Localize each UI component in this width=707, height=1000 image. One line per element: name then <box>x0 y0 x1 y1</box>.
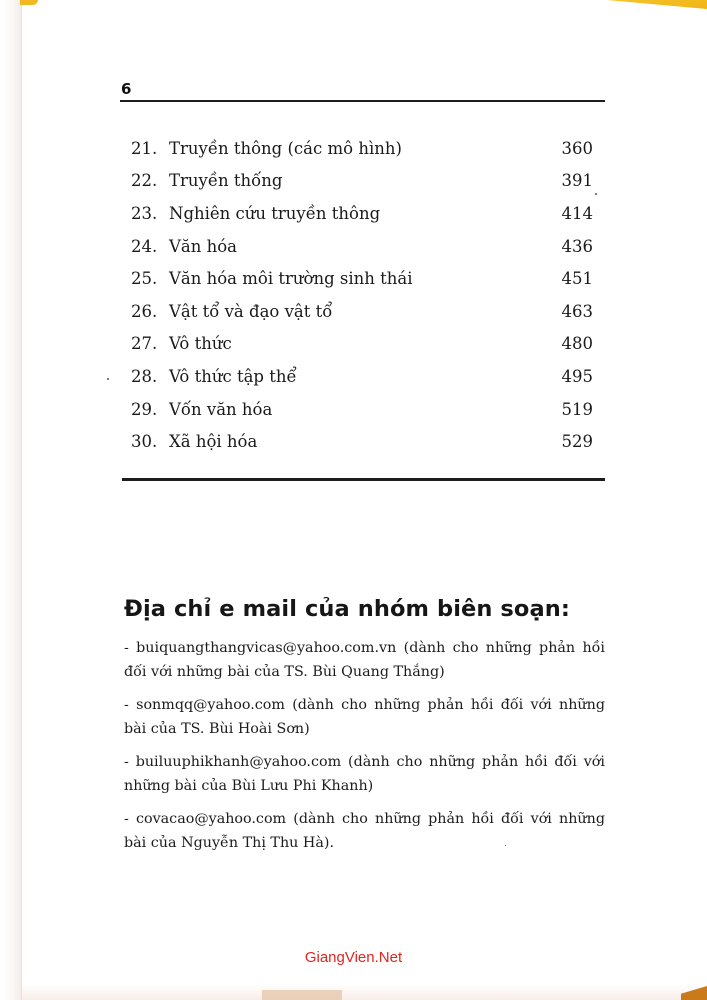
toc-entry-page: 451 <box>561 269 593 289</box>
toc-entry-title: Vô thức <box>169 334 232 354</box>
toc-entry <box>131 425 593 458</box>
scan-speck <box>595 193 597 195</box>
toc-entry <box>131 132 593 165</box>
toc-entry-number: 23. <box>131 203 158 223</box>
toc-entry-title: Truyền thông (các mô hình) <box>169 138 402 158</box>
toc-entry-number: 30. <box>131 432 158 452</box>
contact-item: - sonmqq@yahoo.com (dành cho những phản hồi đối với những bài của TS. Bùi Hoài Sơn) <box>124 697 605 737</box>
toc-entry <box>131 393 593 426</box>
toc-entry-page: 519 <box>561 399 593 419</box>
scan-cover-corner-bottom-right <box>681 986 707 1000</box>
watermark: GiangVien.Net <box>304 949 403 966</box>
scan-bottom-shadow <box>262 990 342 1000</box>
contact-item: - builuuphikhanh@yahoo.com (dành cho những phản hồi đối với những bài của Bùi Lưu Phi Khanh) <box>124 754 605 794</box>
toc-entry-number: 27. <box>131 334 158 354</box>
toc-entry-number: 28. <box>131 366 158 386</box>
toc-entry-title: Vật tổ và đạo vật tổ <box>169 301 333 321</box>
toc-entry-page: 480 <box>561 334 593 354</box>
toc-entry <box>131 295 593 328</box>
header-rule <box>120 100 605 102</box>
toc-entry-number: 25. <box>131 269 158 289</box>
toc-entry-number: 22. <box>131 171 158 191</box>
toc-entry-page: 529 <box>561 432 593 452</box>
toc-entry <box>131 360 593 393</box>
toc-entry-title: Văn hóa <box>169 236 238 256</box>
toc-entry-title: Nghiên cứu truyền thông <box>169 203 381 223</box>
toc-entry-title: Xã hội hóa <box>169 432 258 452</box>
contact-item: - covacao@yahoo.com (dành cho những phản hồi đối với những bài của Nguyễn Thị Thu Hà). <box>124 811 605 851</box>
toc-entry-page: 391 <box>561 171 593 191</box>
toc-entry-page: 463 <box>561 301 593 321</box>
toc-entry-title: Vô thức tập thể <box>169 366 297 386</box>
toc-entry <box>131 230 593 263</box>
scan-cover-corner-top-left <box>20 0 38 5</box>
toc-entry-page: 360 <box>561 138 593 158</box>
toc-entry-page: 495 <box>561 366 593 386</box>
scan-page-edge <box>0 0 22 1000</box>
toc-entry <box>131 165 593 198</box>
contacts-heading: Địa chỉ e mail của nhóm biên soạn: <box>124 596 570 622</box>
section-rule <box>122 478 605 481</box>
toc-entry-number: 24. <box>131 236 158 256</box>
toc-entry-number: 26. <box>131 301 158 321</box>
page-number: 6 <box>121 80 132 98</box>
toc-entry-number: 21. <box>131 138 158 158</box>
toc-entry-title: Truyền thống <box>169 171 283 191</box>
contact-item: - buiquangthangvicas@yahoo.com.vn (dành cho những phản hồi đối với những bài của TS. Bùi Quang Thắng) <box>124 640 605 680</box>
toc-entry-title: Vốn văn hóa <box>169 399 273 419</box>
scan-speck <box>107 378 109 380</box>
toc-entry-number: 29. <box>131 399 158 419</box>
contacts-list <box>124 636 605 864</box>
toc-entry <box>131 197 593 230</box>
scan-cover-corner-top-right <box>607 0 707 9</box>
toc-entry-page: 436 <box>561 236 593 256</box>
toc-entry-title: Văn hóa môi trường sinh thái <box>169 269 413 289</box>
toc-entry <box>131 328 593 361</box>
scan-bottom-edge <box>22 984 707 1000</box>
toc-entry <box>131 262 593 295</box>
toc-entry-page: 414 <box>561 203 593 223</box>
table-of-contents <box>131 132 593 458</box>
